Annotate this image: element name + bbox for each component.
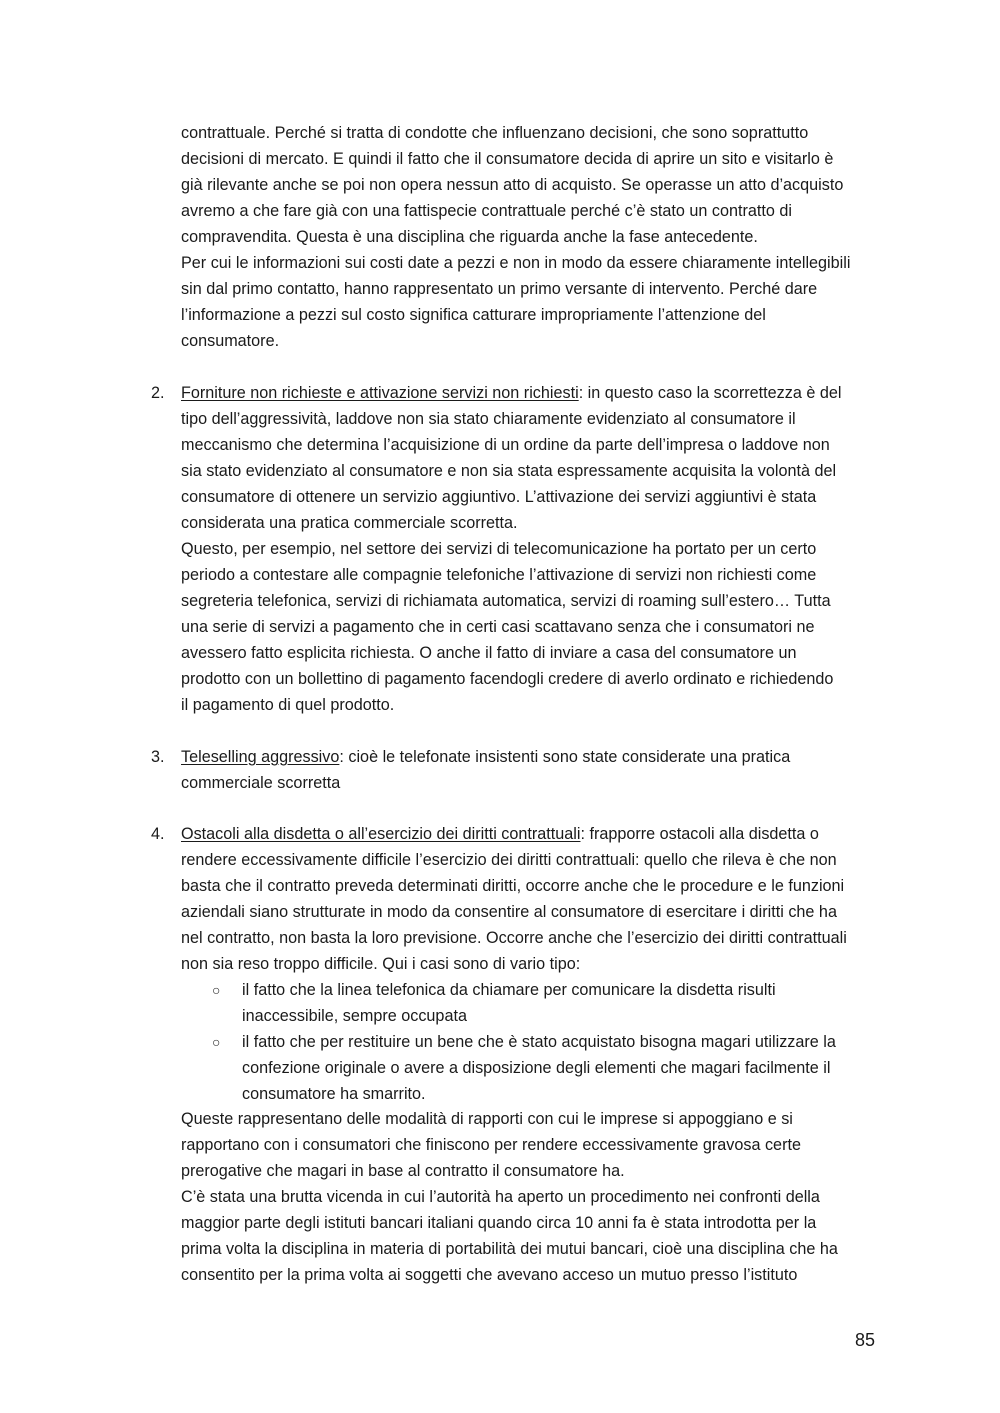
intro-line: compravendita. Questa è una disciplina che riguarda anche la fase antecedente. — [181, 228, 758, 246]
list-item-line: nel contratto, non basta la loro previsione. Occorre anche che l’esercizio dei diritti contrattuali — [181, 929, 847, 947]
list-item-first-line — [181, 821, 819, 847]
bullet-line: confezione originale o avere a disposizione degli elementi che magari facilmente il — [242, 1059, 831, 1077]
list-item-heading: Ostacoli alla disdetta o all’esercizio dei diritti contrattuali — [181, 825, 581, 843]
page-number: 85 — [855, 1330, 876, 1350]
list-item-first-line — [181, 744, 790, 770]
intro-line: Per cui le informazioni sui costi date a pezzi e non in modo da essere chiaramente intellegibili — [181, 254, 851, 272]
intro-line: consumatore. — [181, 332, 280, 350]
paragraph-line: consentito per la prima volta ai soggetti che avevano acceso un mutuo presso l’istituto — [181, 1266, 798, 1284]
list-item-line: rendere eccessivamente difficile l’esercizio dei diritti contrattuali: quello che rileva è che non — [181, 851, 837, 869]
paragraph-line: prerogative che magari in base al contratto il consumatore ha. — [181, 1162, 625, 1180]
list-number: 4. — [151, 825, 165, 843]
list-item-line: sia stato evidenziato al consumatore e non sia stata espressamente acquisita la volontà del — [181, 462, 837, 480]
intro-line: già rilevante anche se poi non opera nessun atto di acquisto. Se operasse un atto d’acquisto — [181, 176, 844, 194]
list-item-heading: Teleselling aggressivo — [181, 748, 340, 766]
list-item-line: prodotto con un bollettino di pagamento facendogli credere di averlo ordinato e richiedendo — [181, 670, 834, 688]
list-item-line: periodo a contestare alle compagnie telefoniche l’attivazione di servizi non richiesti come — [181, 566, 817, 584]
list-item-line: il pagamento di quel prodotto. — [181, 696, 395, 714]
list-item-line: consumatore di ottenere un servizio aggiuntivo. L’attivazione dei servizi aggiuntivi è stata — [181, 488, 817, 506]
paragraph-line: rapportano con i consumatori che finiscono per rendere eccessivamente gravosa certe — [181, 1136, 801, 1154]
list-item-heading: Forniture non richieste e attivazione servizi non richiesti — [181, 384, 579, 402]
list-item-line: Questo, per esempio, nel settore dei servizi di telecomunicazione ha portato per un certo — [181, 540, 817, 558]
list-item-line: aziendali siano strutturate in modo da consentire al consumatore di esercitare i diritti che ha — [181, 903, 837, 921]
bullet-line: il fatto che per restituire un bene che è stato acquistato bisogna magari utilizzare la — [242, 1033, 836, 1051]
paragraph-line: prima volta la disciplina in materia di portabilità dei mutui bancari, cioè una disciplina che ha — [181, 1240, 838, 1258]
list-item-text: : in questo caso la scorrettezza è del — [578, 384, 842, 402]
intro-line: avremo a che fare già con una fattispecie contrattuale perché c’è stato un contratto di — [181, 202, 792, 220]
bullet-line: inaccessibile, sempre occupata — [242, 1007, 467, 1025]
intro-line: sin dal primo contatto, hanno rappresentato un primo versante di intervento. Perché dare — [181, 280, 818, 298]
list-item-text: : frapporre ostacoli alla disdetta o — [580, 825, 819, 843]
bullet-line: consumatore ha smarrito. — [242, 1085, 426, 1103]
intro-line: contrattuale. Perché si tratta di condotte che influenzano decisioni, che sono soprattutto — [181, 124, 809, 142]
paragraph-line: maggior parte degli istituti bancari italiani quando circa 10 anni fa è stata introdotta per la — [181, 1214, 817, 1232]
list-item-line: una serie di servizi a pagamento che in certi casi scattavano senza che i consumatori ne — [181, 618, 815, 636]
list-item-text: : cioè le telefonate insistenti sono state considerate una pratica — [339, 748, 791, 766]
list-number: 3. — [151, 748, 165, 766]
list-item-line: basta che il contratto preveda determinati diritti, occorre anche che le procedure e le funzioni — [181, 877, 845, 895]
list-item-line: considerata una pratica commerciale scorretta. — [181, 514, 518, 532]
intro-line: decisioni di mercato. E quindi il fatto che il consumatore decida di aprire un sito e visitarlo è — [181, 150, 834, 168]
list-item-line: segreteria telefonica, servizi di richiamata automatica, servizi di roaming sull’estero… Tutta — [181, 592, 831, 610]
list-item-line: tipo dell’aggressività, laddove non sia stato chiaramente evidenziato al consumatore il — [181, 410, 796, 428]
list-item-first-line — [181, 380, 841, 406]
intro-line: l’informazione a pezzi sul costo significa catturare impropriamente l’attenzione del — [181, 306, 766, 324]
bullet-circle-icon: ○ — [212, 982, 221, 998]
list-item-line: meccanismo che determina l’acquisizione di un ordine da parte dell’impresa o laddove non — [181, 436, 830, 454]
list-item-line: commerciale scorretta — [181, 774, 341, 792]
paragraph-line: C’è stata una brutta vicenda in cui l’autorità ha aperto un procedimento nei confronti della — [181, 1188, 820, 1206]
bullet-line: il fatto che la linea telefonica da chiamare per comunicare la disdetta risulti — [242, 981, 776, 999]
list-item-line: non sia reso troppo difficile. Qui i casi sono di vario tipo: — [181, 955, 581, 973]
bullet-circle-icon: ○ — [212, 1034, 221, 1050]
paragraph-line: Queste rappresentano delle modalità di rapporti con cui le imprese si appoggiano e si — [181, 1110, 793, 1128]
list-item-line: avessero fatto esplicita richiesta. O anche il fatto di inviare a casa del consumatore un — [181, 644, 797, 662]
list-number: 2. — [151, 384, 165, 402]
